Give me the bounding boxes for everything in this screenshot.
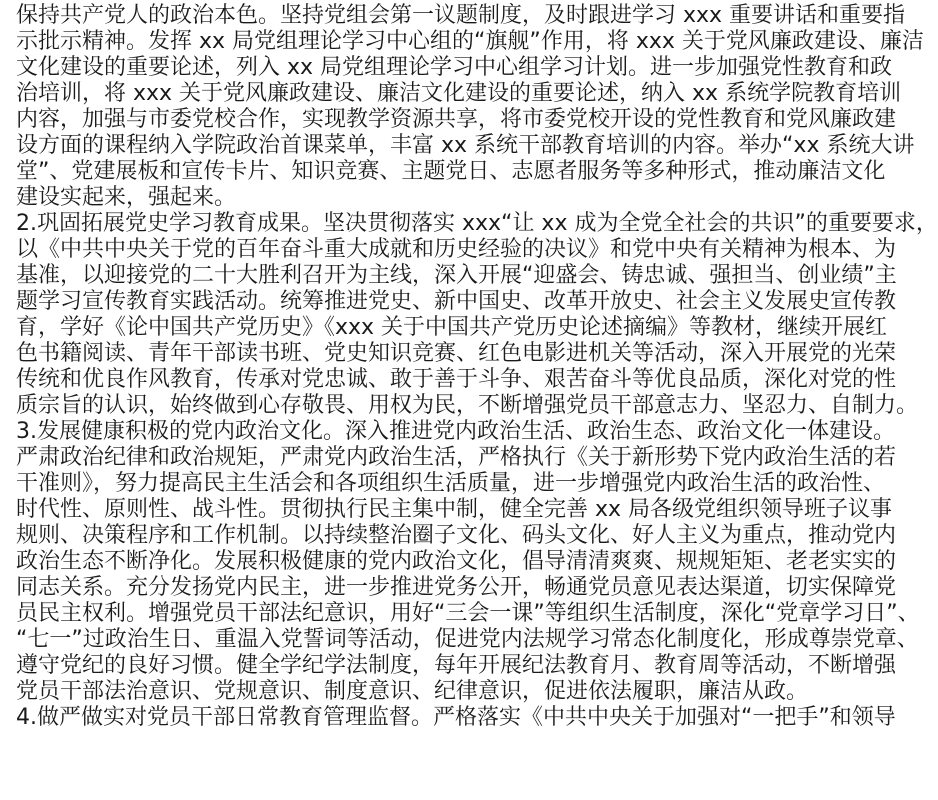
text-line: 同志关系。充分发扬党内民主，进一步推进党务公开，畅通党员意见表达渠道，切实保障党 bbox=[16, 575, 897, 600]
text-line: “七一”过政治生日、重温入党誓词等活动，促进党内法规学习常态化制度化，形成尊崇党章、 bbox=[16, 627, 919, 652]
text-line: 以《中共中央关于党的百年奋斗重大成就和历史经验的决议》和党中央有关精神为根本、为 bbox=[16, 237, 897, 262]
text-line: 基准，以迎接党的二十大胜利召开为主线，深入开展“迎盛会、铸忠诚、强担当、创业绩”主 bbox=[16, 263, 897, 288]
text-line: 党员干部法治意识、党规意识、制度意识、纪律意识，促进依法履职，廉洁从政。 bbox=[16, 679, 809, 704]
text-line: 设方面的课程纳入学院政治首课菜单，丰富 xx 系统干部教育培训的内容。举办“xx 系统大讲 bbox=[16, 133, 915, 158]
text-line: 遵守党纪的良好习惯。健全学纪学法制度，每年开展纪法教育月、教育周等活动，不断增强 bbox=[16, 653, 897, 678]
text-line: 堂”、党建展板和宣传卡片、知识竞赛、主题党日、志愿者服务等多种形式，推动廉洁文化 bbox=[16, 159, 886, 184]
text-line: 色书籍阅读、青年干部读书班、党史知识竞赛、红色电影进机关等活动，深入开展党的光荣 bbox=[16, 341, 897, 366]
text-line: 传统和优良作风教育，传承对党忠诚、敢于善于斗争、艰苦奋斗等优良品质，深化对党的性 bbox=[16, 367, 897, 392]
text-line: 建设实起来，强起来。 bbox=[16, 185, 237, 210]
text-line: 员民主权利。增强党员干部法纪意识，用好“三会一课”等组织生活制度，深化“党章学习日”、 bbox=[16, 601, 920, 626]
text-line: 4.做严做实对党员干部日常教育管理监督。严格落实《中共中央关于加强对“一把手”和领导 bbox=[16, 705, 896, 730]
text-line: 保持共产党人的政治本色。坚持党组会第一议题制度，及时跟进学习 xxx 重要讲话和重要指 bbox=[16, 3, 906, 28]
text-line: 3.发展健康积极的党内政治文化。深入推进党内政治生活、政治生态、政治文化一体建设。 bbox=[16, 419, 895, 444]
text-line: 文化建设的重要论述，列入 xx 局党组理论学习中心组学习计划。进一步加强党性教育和政 bbox=[16, 55, 893, 80]
text-line: 内容，加强与市委党校合作，实现教学资源共享，将市委党校开设的党性教育和党风廉政建 bbox=[16, 107, 897, 132]
text-line: 干准则》，努力提高民主生活会和各项组织生活质量，进一步增强党内政治生活的政治性、 bbox=[16, 471, 886, 496]
text-line: 治培训，将 xxx 关于党风廉政建设、廉洁文化建设的重要论述，纳入 xx 系统学院教育培训 bbox=[16, 81, 902, 106]
text-line: 质宗旨的认识，始终做到心存敬畏、用权为民，不断增强党员干部意志力、坚忍力、自制力。 bbox=[16, 393, 919, 418]
text-line: 规则、决策程序和工作机制。以持续整治圈子文化、码头文化、好人主义为重点，推动党内 bbox=[16, 523, 897, 548]
text-line: 严肃政治纪律和政治规矩，严肃党内政治生活，严格执行《关于新形势下党内政治生活的若 bbox=[16, 445, 897, 470]
document-body bbox=[16, 3, 938, 731]
text-line: 2.巩固拓展党史学习教育成果。坚决贯彻落实 xxx“让 xx 成为全党全社会的共识”的重要要求， bbox=[16, 211, 938, 236]
text-line: 题学习宣传教育实践活动。统筹推进党史、新中国史、改革开放史、社会主义发展史宣传教 bbox=[16, 289, 897, 314]
text-line: 育，学好《论中国共产党历史》《xxx 关于中国共产党历史论述摘编》等教材，继续开展红 bbox=[16, 315, 888, 340]
text-line: 政治生态不断净化。发展积极健康的党内政治文化，倡导清清爽爽、规规矩矩、老老实实的 bbox=[16, 549, 897, 574]
text-line: 时代性、原则性、战斗性。贯彻执行民主集中制，健全完善 xx 局各级党组织领导班子议事 bbox=[16, 497, 893, 522]
text-line: 示批示精神。发挥 xx 局党组理论学习中心组的“旗舰”作用，将 xxx 关于党风廉政建设、廉洁 bbox=[16, 29, 924, 54]
